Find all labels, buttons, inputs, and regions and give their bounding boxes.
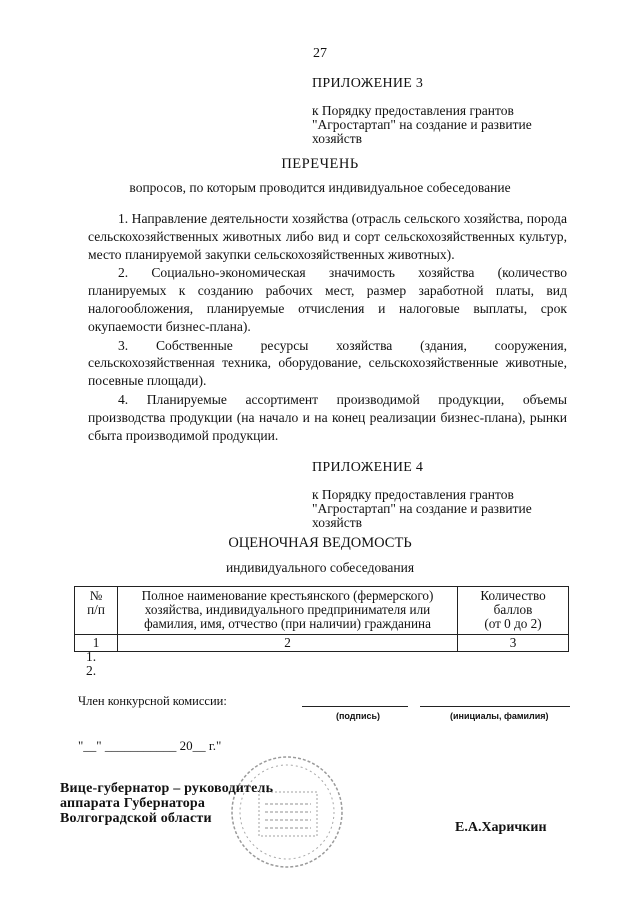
header-text: (от 0 до 2) (484, 616, 542, 631)
header-cell-name (118, 587, 458, 635)
initials-caption: (инициалы, фамилия) (450, 711, 549, 721)
signatory-name: Е.А.Харичкин (455, 820, 547, 835)
appendix-3-title: ПРИЛОЖЕНИЕ 3 (312, 76, 424, 91)
initials-line (420, 706, 570, 707)
appendix-3-subtitle (312, 104, 570, 146)
list-item: 1. Направление деятельности хозяйства (отрасль сельского хозяйства, порода сельскохозяйственных животных либо вид и сорт сельскохозяйственных культур, место планируемой закупки сельскохозяйственных животных). (88, 211, 567, 262)
table-column-number-row (75, 635, 569, 652)
appendix-4-subtitle-line: "Агростартап" на создание и развитие (312, 501, 532, 516)
signature-line (302, 706, 408, 707)
member-label: Член конкурсной комиссии: (78, 694, 227, 708)
column-number: 2 (118, 635, 458, 652)
appendix-3-subtitle-line: к Порядку предоставления грантов (312, 103, 514, 118)
sheet-heading: ОЦЕНОЧНАЯ ВЕДОМОСТЬ (228, 535, 412, 551)
column-number: 3 (458, 635, 569, 652)
table-header-row (75, 587, 569, 635)
header-text: фамилия, имя, отчество (при наличии) гражданина (144, 616, 431, 631)
header-text: п/п (87, 602, 105, 617)
signature-caption: (подпись) (336, 711, 381, 721)
table-row: 2. (86, 663, 97, 678)
header-text: Количество (480, 588, 546, 603)
position-line: Волгоградской области (60, 811, 212, 826)
header-text: хозяйства, индивидуального предпринимателя или (144, 602, 431, 617)
sheet-subheading: индивидуального собеседования (225, 560, 415, 575)
list-subheading: вопросов, по которым проводится индивидуальное собеседование (129, 180, 511, 195)
list-item: 3. Собственные ресурсы хозяйства (здания, сооружения, сельскохозяйственная техника, оборудование, сельскохозяйственные животные, посевные площади). (88, 337, 567, 389)
header-cell-score (458, 587, 569, 635)
header-text: баллов (493, 602, 533, 617)
list-item: 2. Социально-экономическая значимость хозяйства (количество планируемых к созданию рабочих мест, размер заработной платы, вид налогообложения, планируемые отчисления и налоговые выплаты, срок окупаемости бизнес-плана). (88, 265, 567, 334)
page-number: 27 (313, 46, 327, 61)
appendix-4-subtitle-line: хозяйств (312, 515, 363, 530)
list-item: 4. Планируемые ассортимент производимой продукции, объемы производства продукции (на начало и на конец реализации бизнес-плана), рынки сбыта производимой продукции. (88, 391, 567, 443)
header-text: Полное наименование крестьянского (фермерского) (141, 588, 434, 603)
appendix-3-subtitle-line: хозяйств (312, 131, 363, 146)
appendix-3-subtitle-line: "Агростартап" на создание и развитие (312, 117, 532, 132)
appendix-4-subtitle-line: к Порядку предоставления грантов (312, 487, 514, 502)
evaluation-table (74, 586, 569, 652)
question-list (88, 210, 567, 444)
appendix-4-title: ПРИЛОЖЕНИЕ 4 (312, 460, 424, 475)
column-number: 1 (75, 635, 118, 652)
header-cell-number (75, 587, 118, 635)
appendix-4-subtitle (312, 488, 570, 530)
sheet-rows (86, 650, 96, 678)
position-line: Вице-губернатор – руководитель (60, 781, 274, 796)
position-line: аппарата Губернатора (60, 796, 206, 811)
header-text: № (89, 588, 103, 603)
table-row: 1. (86, 649, 97, 664)
date-line: "__" ___________ 20__ г." (78, 738, 222, 753)
list-heading: ПЕРЕЧЕНЬ (281, 156, 359, 172)
position-title (60, 781, 273, 826)
